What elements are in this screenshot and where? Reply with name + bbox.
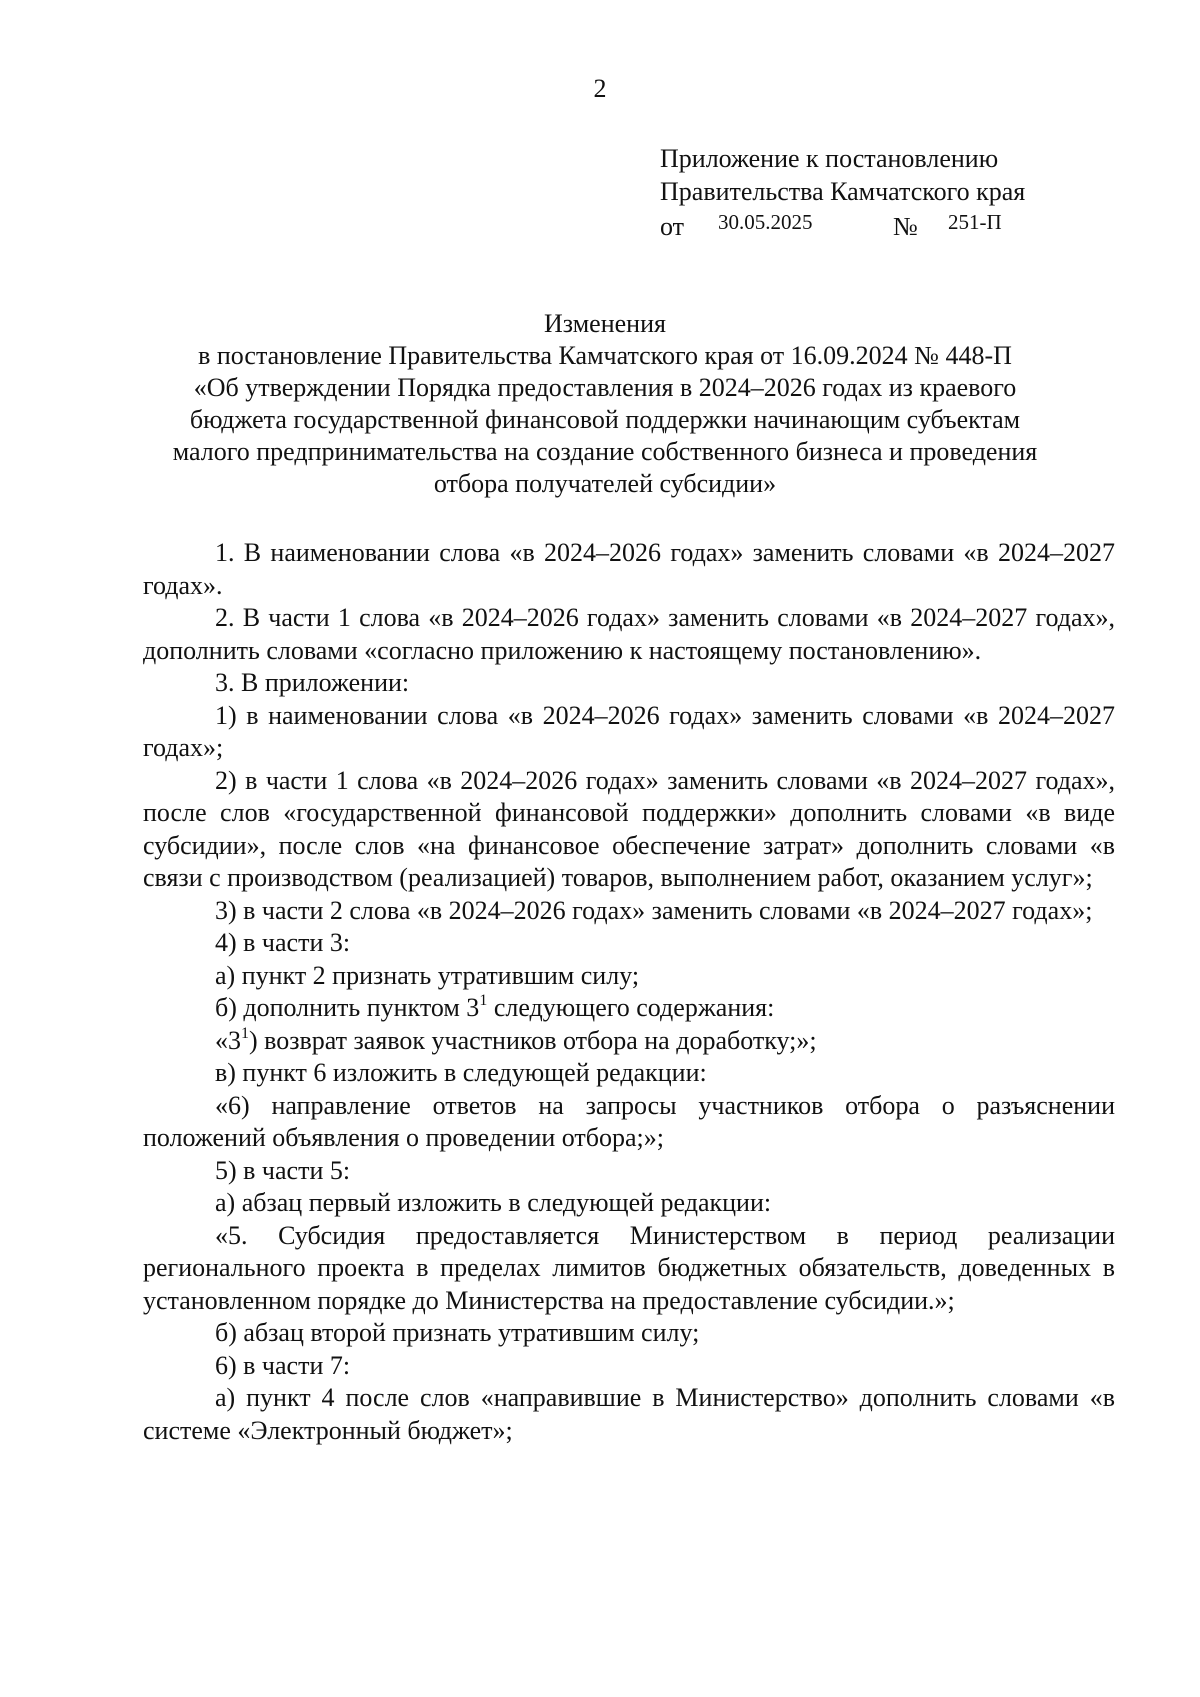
paragraph-4: 1) в наименовании слова «в 2024–2026 годах» заменить словами «в 2024–2027 годах»;	[143, 700, 1115, 762]
paragraph-17: 6) в части 7:	[215, 1350, 351, 1380]
paragraph-6: 3) в части 2 слова «в 2024–2026 годах» заменить словами «в 2024–2027 годах»;	[215, 895, 1093, 925]
date-value: 30.05.2025	[718, 210, 813, 234]
paragraph-16: б) абзац второй признать утратившим силу;	[215, 1318, 700, 1347]
paragraph-5: 2) в части 1 слова «в 2024–2026 годах» заменить словами «в 2024–2027 годах», после слов «государственной финансовой поддержки» дополнить словами «в виде субсидии», после слов «на финансовое обеспечение затрат» дополнить словами «в связи с производством (реализацией) товаров, выполнением работ, оказанием услуг»;	[143, 765, 1115, 892]
paragraph-15: «5. Субсидия предоставляется Министерством в период реализации регионального проекта в пределах лимитов бюджетных обязательств, доведенных в установленном порядке до Министерства на предоставление субсидии.»;	[143, 1220, 1115, 1315]
date-label: от	[660, 212, 685, 241]
heading-line-6: отбора получателей субсидии»	[433, 469, 777, 498]
paragraph-10-text-before: «3	[215, 1025, 241, 1055]
paragraph-3: 3. В приложении:	[215, 668, 410, 697]
paragraph-1: 1. В наименовании слова «в 2024–2026 годах» заменить словами «в 2024–2027 годах».	[143, 538, 1115, 600]
paragraph-9-text-before: б) дополнить пунктом 3	[215, 993, 480, 1022]
paragraph-9-text-after: следующего содержания:	[487, 993, 775, 1022]
document-heading	[130, 308, 1080, 500]
heading-line-3: «Об утверждении Порядка предоставления в 2024–2026 годах из краевого	[193, 373, 1017, 402]
document-body	[143, 537, 1115, 1447]
number-value: 251-П	[948, 210, 1002, 234]
paragraph-18: а) пункт 4 после слов «направившие в Министерство» дополнить словами «в системе «Электронный бюджет»;	[143, 1383, 1115, 1445]
paragraph-14: а) абзац первый изложить в следующей редакции:	[215, 1188, 772, 1217]
paragraph-2: 2. В части 1 слова «в 2024–2026 годах» заменить словами «в 2024–2027 годах», дополнить словами «согласно приложению к настоящему постановлению».	[143, 603, 1115, 665]
paragraph-9-superscript: 1	[479, 992, 488, 1009]
heading-line-4: бюджета государственной финансовой поддержки начинающим субъектам	[189, 405, 1021, 434]
appendix-line-1: Приложение к постановлению	[660, 144, 999, 173]
heading-line-2: в постановление Правительства Камчатского края от 16.09.2024 № 448-П	[198, 341, 1012, 370]
paragraph-13: 5) в части 5:	[215, 1155, 351, 1185]
paragraph-8: а) пункт 2 признать утратившим силу;	[215, 960, 640, 990]
paragraph-10-text-after: ) возврат заявок участников отбора на доработку;»;	[249, 1025, 817, 1055]
paragraph-9	[143, 992, 1115, 1025]
paragraph-7: 4) в части 3:	[215, 928, 351, 957]
appendix-header	[660, 142, 1025, 208]
page-number: 2	[593, 74, 607, 103]
heading-line-5: малого предпринимательства на создание собственного бизнеса и проведения	[172, 437, 1038, 466]
appendix-line-2: Правительства Камчатского края	[660, 177, 1026, 206]
paragraph-12: «6) направление ответов на запросы участников отбора о разъяснении положений объявления о проведении отбора;»;	[143, 1090, 1115, 1152]
paragraph-11: в) пункт 6 изложить в следующей редакции:	[215, 1058, 707, 1087]
appendix-date-number	[660, 210, 1060, 250]
paragraph-10	[143, 1025, 1115, 1058]
heading-title: Изменения	[544, 309, 666, 338]
paragraph-10-superscript: 1	[241, 1024, 249, 1042]
number-label: №	[893, 212, 918, 241]
